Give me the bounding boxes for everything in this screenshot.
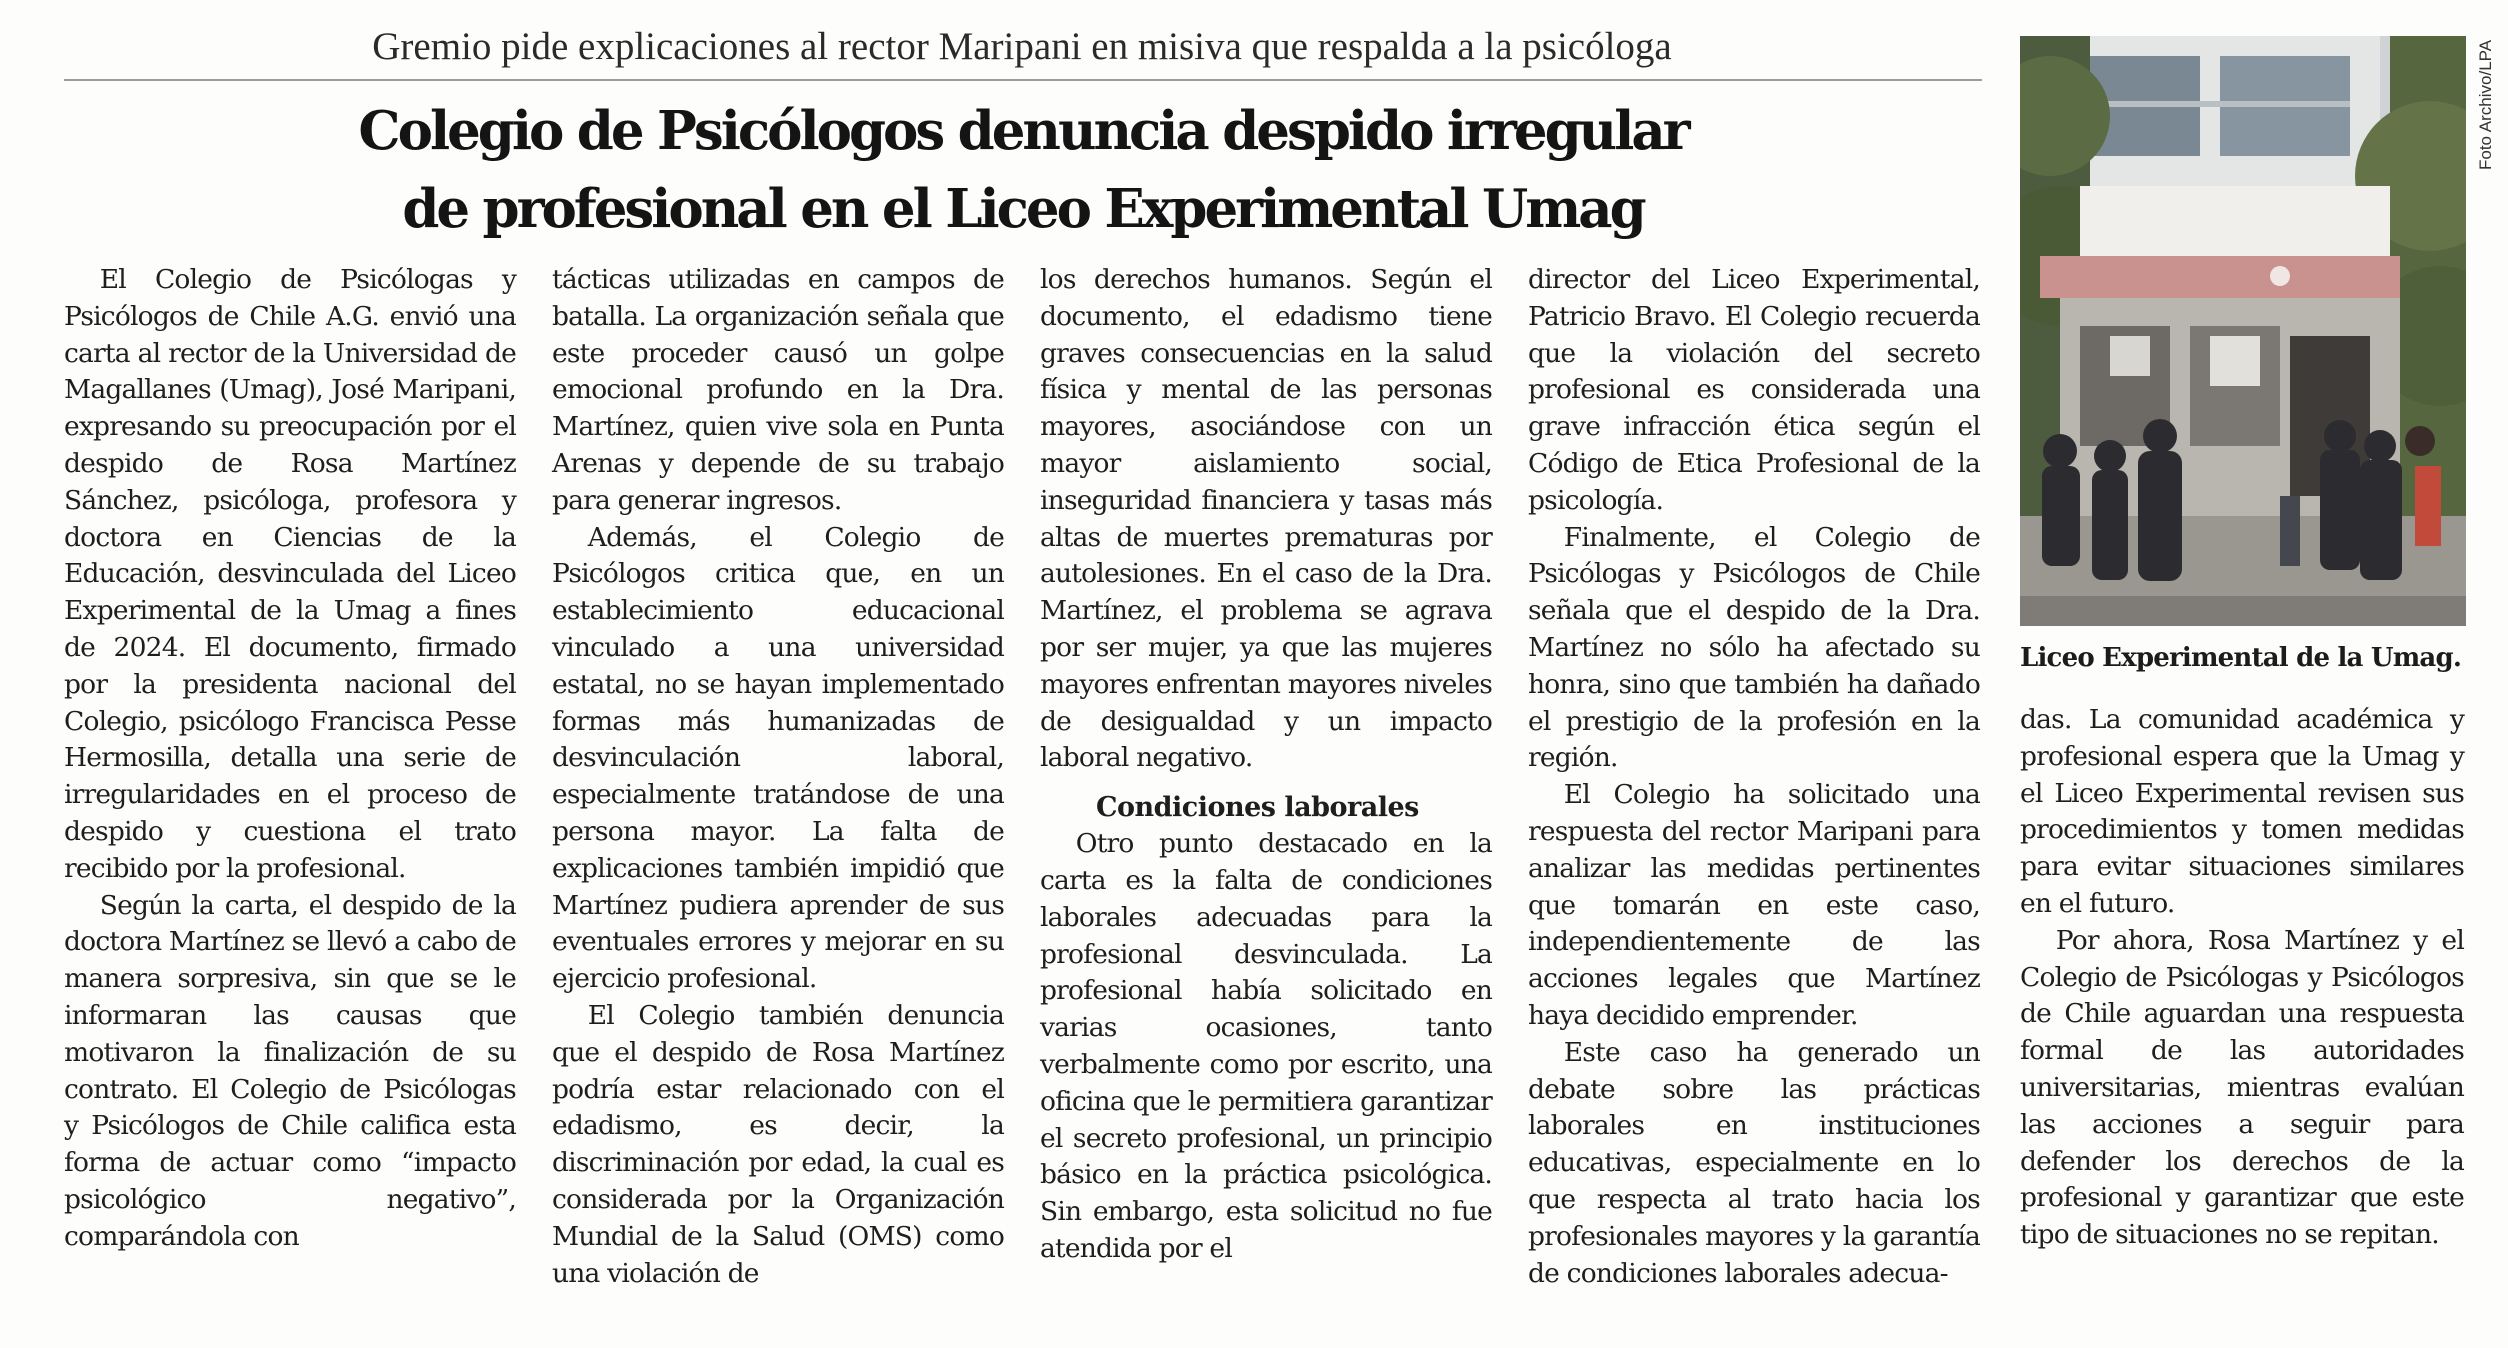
- headline: [64, 92, 1982, 248]
- kicker-rule: [64, 79, 1982, 81]
- headline-line-1: Colegio de Psicólogos denuncia despido irregular: [358, 100, 1688, 162]
- paragraph: das. La comunidad académica y profesional espera que la Umag y el Liceo Experimental revisen sus procedimientos y tomen medidas para evitar situaciones similares en el futuro.: [2020, 704, 2464, 919]
- paragraph: Además, el Colegio de Psicólogos critica que, en un establecimiento educacional vinculado a una universidad estatal, no se hayan implementado formas más humanizadas de desvinculación laboral, especialmente tratándose de una persona mayor. La falta de explicaciones también impidió que Martínez pudiera aprender de sus eventuales errores y mejorar en su ejercicio profesional.: [552, 521, 1004, 995]
- paragraph: Finalmente, el Colegio de Psicólogas y Psicólogos de Chile señala que el despido de la Dra. Martínez no sólo ha afectado su honra, sino que también ha dañado el prestigio de la profesión en la región.: [1528, 521, 1980, 774]
- column-5: [2020, 702, 2464, 1254]
- paragraph: los derechos humanos. Según el documento, el edadismo tiene graves consecuencias en la salud física y mental de las personas mayores, asociándose con un mayor aislamiento social, inseguridad financiera y tasas más altas de muertes prematuras por autolesiones. En el caso de la Dra. Martínez, el problema se agrava por ser mujer, ya que las mujeres mayores enfrentan mayores niveles de desigualdad y un impacto laboral negativo.: [1040, 264, 1492, 774]
- column-2: [552, 262, 1004, 1292]
- column-3: [1040, 262, 1492, 1268]
- paragraph: Otro punto destacado en la carta es la falta de condiciones laborales adecuadas para la profesional desvinculada. La profesional había solicitado en varias ocasiones, tanto verbalmente como por escrito, una oficina que le permitiera garantizar el secreto profesional, un principio básico en la práctica psicológica. Sin embargo, esta solicitud no fue atendida por el: [1040, 828, 1492, 1264]
- paragraph: Según la carta, el despido de la doctora Martínez se llevó a cabo de manera sorpresiva, sin que se le informaran las causas que motivaron la finalización de su contrato. El Colegio de Psicólogas y Psicólogos de Chile califica esta forma de actuar como “impacto psicológico negativo”, comparándola con: [64, 889, 516, 1252]
- kicker-line: Gremio pide explicaciones al rector Maripani en misiva que respalda a la psicóloga: [372, 25, 1672, 68]
- column-4: [1528, 262, 1980, 1292]
- paragraph: tácticas utilizadas en campos de batalla. La organización señala que este proceder causó un golpe emocional profundo en la Dra. Martínez, quien vive sola en Punta Arenas y depende de su trabajo para generar ingresos.: [552, 264, 1004, 516]
- column-1: [64, 262, 516, 1256]
- paragraph: El Colegio también denuncia que el despido de Rosa Martínez podría estar relacionado con el edadismo, es decir, la discriminación por edad, la cual es considerada por la Organización Mundial de la Salud (OMS) como una violación de: [552, 999, 1004, 1289]
- paragraph: director del Liceo Experimental, Patricio Bravo. El Colegio recuerda que la violación del secreto profesional es considerada una grave infracción ética según el Código de Etica Profesional de la psicología.: [1528, 264, 1980, 516]
- paragraph: El Colegio ha solicitado una respuesta del rector Maripani para analizar las medidas pertinentes que tomarán en este caso, independientemente de las acciones legales que Martínez haya decidido emprender.: [1528, 779, 1980, 1031]
- paragraph: Por ahora, Rosa Martínez y el Colegio de Psicólogas y Psicólogos de Chile aguardan una respuesta formal de las autoridades universitarias, mientras evalúan las acciones a seguir para defender los derechos de la profesional y garantizar que este tipo de situaciones no se repitan.: [2020, 924, 2464, 1251]
- paragraph: Este caso ha generado un debate sobre las prácticas laborales en instituciones educativas, especialmente en lo que respecta al trato hacia los profesionales mayores y la garantía de condiciones laborales adecua-: [1528, 1036, 1980, 1289]
- photo-caption: Liceo Experimental de la Umag.: [2020, 643, 2462, 673]
- subhead: Condiciones laborales: [1096, 792, 1419, 824]
- paragraph: El Colegio de Psicólogas y Psicólogos de Chile A.G. envió una carta al rector de la Universidad de Magallanes (Umag), José Maripani, expresando su preocupación por el despido de Rosa Martínez Sánchez, psicóloga, profesora y doctora en Ciencias de la Educación, desvinculada del Liceo Experimental de la Umag a fines de 2024. El documento, firmado por la presidenta nacional del Colegio, psicólogo Francisca Pesse Hermosilla, detalla una serie de irregularidades en el proceso de despido y cuestiona el trato recibido por la profesional.: [64, 264, 516, 884]
- headline-line-2: de profesional en el Liceo Experimental Umag: [402, 178, 1644, 240]
- liceo-photo: [2020, 36, 2466, 626]
- photo-credit: Foto Archivo/LPA: [2476, 40, 2495, 171]
